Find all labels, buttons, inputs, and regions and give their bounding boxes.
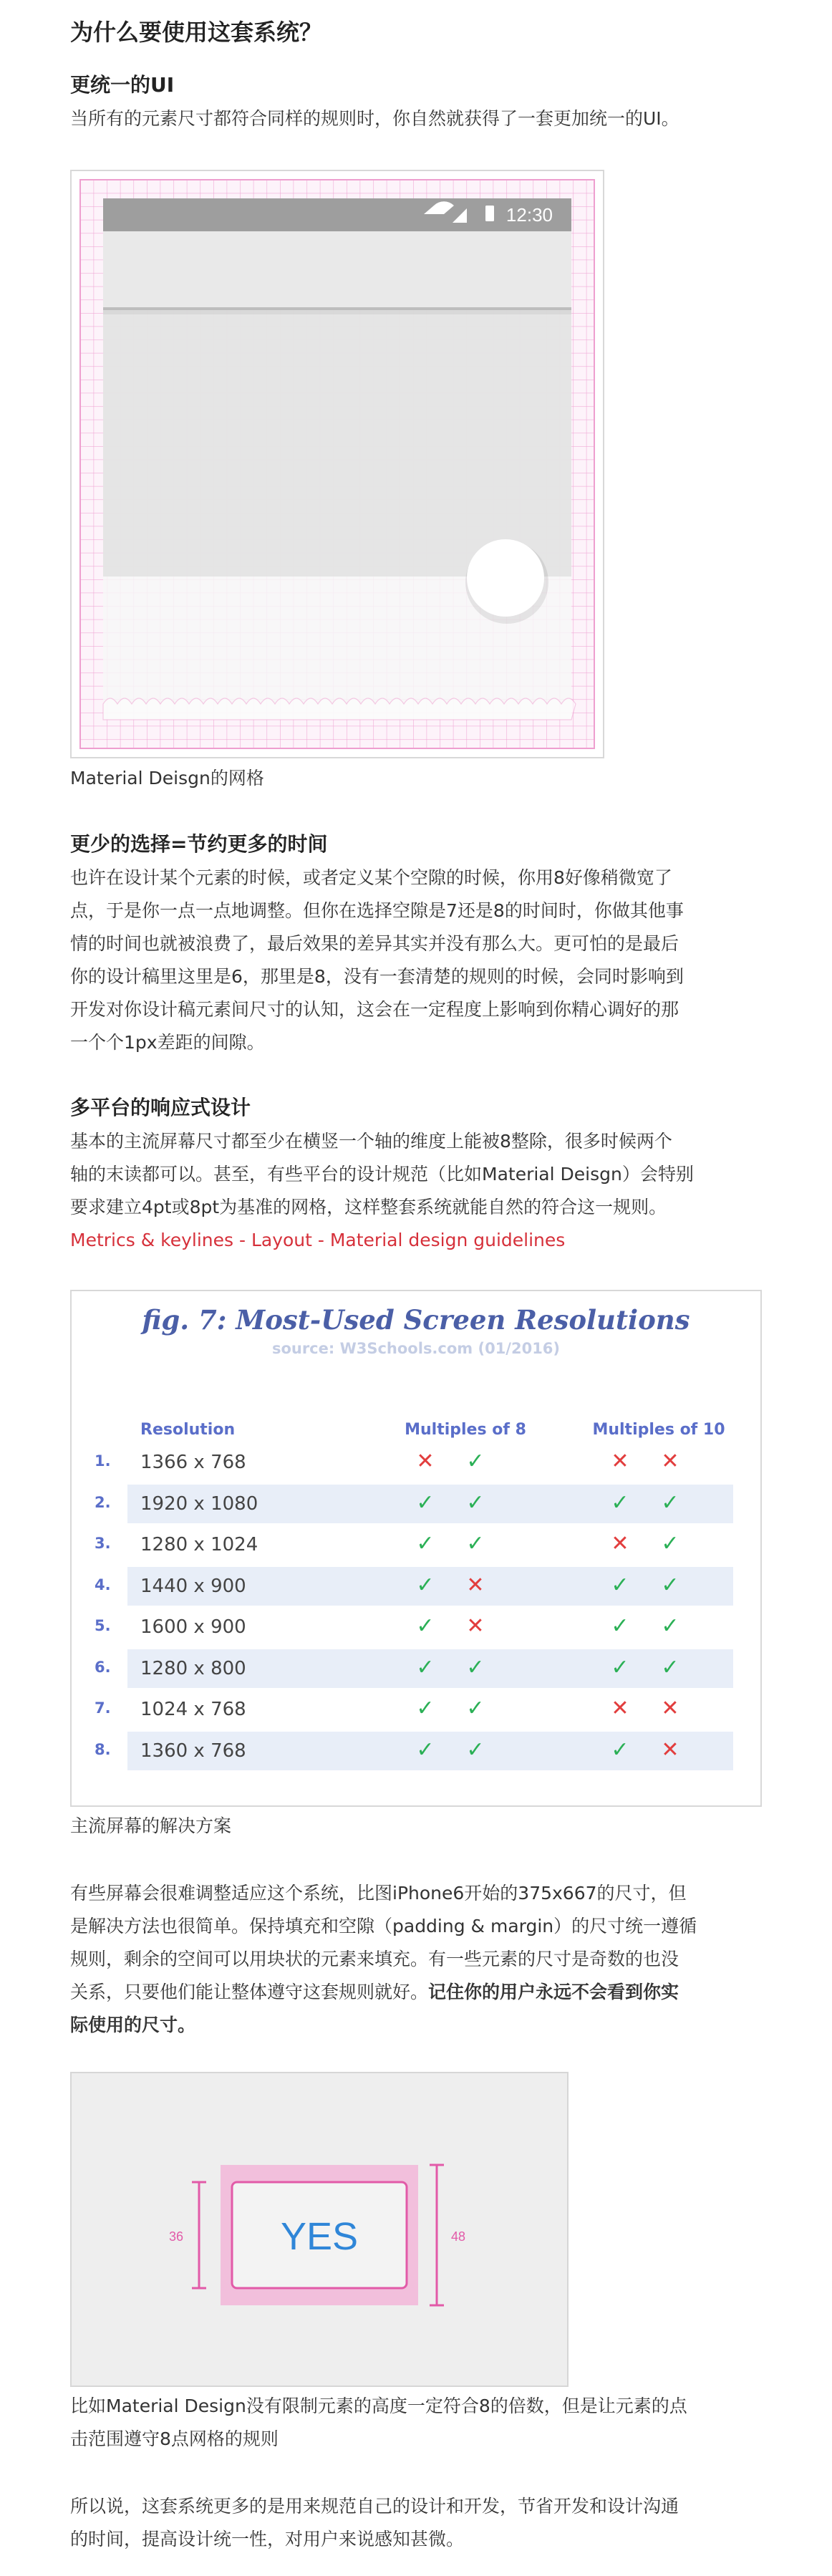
mult10-cross-icon: ✕ — [611, 1696, 629, 1721]
mult8-check-icon: ✓ — [466, 1696, 485, 1721]
caption-resolution-table: 主流屏幕的解决方案 — [70, 1815, 232, 1836]
line: 的时间，提高设计统一性，对用户来说感知甚微。 — [70, 2529, 465, 2550]
mult10-check-icon: ✓ — [661, 1613, 679, 1639]
line — [70, 1976, 758, 2009]
mult10-check-icon: ✓ — [661, 1531, 679, 1556]
line: 开发对你设计稿元素间尺寸的认知，这会在一定程度上影响到你精心调好的那 — [70, 999, 679, 1020]
mult8-check-icon: ✓ — [466, 1655, 485, 1680]
header-resolution: Resolution — [140, 1421, 236, 1439]
line: 击范围遵守8点网格的规则 — [70, 2428, 279, 2449]
material-grid-illustration — [72, 171, 603, 757]
row-resolution: 1024 x 768 — [140, 1699, 246, 1720]
touch-target-figure — [70, 2072, 569, 2387]
line: 所以说，这套系统更多的是用来规范自己的设计和开发，节省开发和设计沟通 — [70, 2496, 679, 2517]
mult8-check-icon: ✓ — [466, 1531, 485, 1556]
mult8-check-icon: ✓ — [466, 1490, 485, 1515]
resolution-table-figure — [70, 1290, 762, 1807]
line: 也许在设计某个元素的时候，或者定义某个空隙的时候，你用8好像稍微宽了 — [70, 867, 672, 888]
row-resolution: 1600 x 900 — [140, 1616, 246, 1638]
mult8-check-icon: ✓ — [416, 1490, 435, 1515]
line: 要求建立4pt或8pt为基准的网格，这样整套系统就能自然的符合这一规则。 — [70, 1197, 667, 1217]
table-row — [72, 1525, 760, 1564]
table-row — [72, 1567, 760, 1606]
table-row — [72, 1485, 760, 1523]
header-multiples-10: Multiples of 10 — [592, 1421, 725, 1439]
mult10-cross-icon: ✕ — [611, 1449, 629, 1474]
mult10-check-icon: ✓ — [661, 1490, 679, 1515]
mult8-cross-icon: ✕ — [416, 1449, 435, 1474]
mult8-cross-icon: ✕ — [466, 1573, 485, 1598]
heading-fewer-choices: 更少的选择=节约更多的时间 — [70, 832, 328, 856]
emphasis: 际使用的尺寸。 — [70, 2015, 196, 2035]
row-number: 6. — [95, 1659, 111, 1676]
line: 你的设计稿里这里是6，那里是8，没有一套清楚的规则的时候，会同时影响到 — [70, 966, 684, 987]
line: 有些屏幕会很难调整适应这个系统，比图iPhone6开始的375x667的尺寸，但 — [70, 1883, 687, 1904]
heading-unified-ui: 更统一的UI — [70, 73, 175, 97]
mult8-cross-icon: ✕ — [466, 1613, 485, 1639]
row-number: 7. — [95, 1699, 111, 1717]
heading-responsive: 多平台的响应式设计 — [70, 1096, 251, 1119]
line: 规则，剩余的空间可以用块状的元素来填充。有一些元素的尺寸是奇数的也没 — [70, 1949, 679, 1969]
mult10-check-icon: ✓ — [611, 1573, 629, 1598]
table-row — [72, 1649, 760, 1688]
line: 情的时间也就被浪费了，最后效果的差异其实并没有那么大。更可怕的是最后 — [70, 933, 679, 954]
mult10-cross-icon: ✕ — [611, 1531, 629, 1556]
inner-height-label: 36 — [168, 2229, 184, 2244]
table-row — [72, 1608, 760, 1646]
table-figure-source: source: W3Schools.com (01/2016) — [271, 1340, 561, 1357]
row-number: 2. — [95, 1494, 111, 1511]
paragraph-unified-ui: 当所有的元素尺寸都符合同样的规则时，你自然就获得了一套更加统一的UI。 — [70, 108, 679, 129]
paragraph-iphone — [70, 1877, 758, 2042]
line: 点，于是你一点一点地调整。但你在选择空隙是7还是8的时间时，你做其他事 — [70, 900, 684, 921]
yes-button-label: YES — [280, 2215, 359, 2258]
text: 关系，只要他们能让整体遵守这套规则就好。 — [70, 1982, 429, 2002]
line — [70, 2009, 758, 2042]
mult10-cross-icon: ✕ — [661, 1449, 679, 1474]
header-multiples-8: Multiples of 8 — [405, 1421, 526, 1439]
mult10-check-icon: ✓ — [661, 1573, 679, 1598]
line: 是解决方法也很简单。保持填充和空隙（padding & margin）的尺寸统一遵循 — [70, 1916, 697, 1936]
table-figure-title: fig. 7: Most-Used Screen Resolutions — [142, 1304, 690, 1336]
row-number: 5. — [95, 1617, 111, 1634]
mult8-check-icon: ✓ — [416, 1573, 435, 1598]
line: 比如Material Design没有限制元素的高度一定符合8的倍数，但是让元素的点 — [70, 2396, 687, 2416]
row-resolution: 1280 x 800 — [140, 1658, 246, 1679]
touch-target-illustration — [72, 2073, 567, 2386]
row-resolution: 1366 x 768 — [140, 1452, 246, 1473]
line: 基本的主流屏幕尺寸都至少在横竖一个轴的维度上能被8整除，很多时候两个 — [70, 1131, 672, 1152]
mult10-check-icon: ✓ — [611, 1655, 629, 1680]
material-grid-figure — [70, 170, 604, 758]
mult8-check-icon: ✓ — [416, 1655, 435, 1680]
caption-touch-target — [70, 2390, 758, 2456]
mult8-check-icon: ✓ — [416, 1696, 435, 1721]
section-title: 为什么要使用这套系统？ — [70, 19, 323, 46]
battery-icon — [485, 206, 494, 221]
table-row — [72, 1690, 760, 1729]
line: 一个个1px差距的间隙。 — [70, 1032, 265, 1053]
status-time: 12:30 — [506, 204, 553, 226]
material-guidelines-link[interactable]: Metrics & keylines - Layout - Material design guidelines — [70, 1230, 566, 1250]
mult10-check-icon: ✓ — [611, 1490, 629, 1515]
caption-material-grid: Material Deisgn的网格 — [70, 768, 264, 788]
paragraph-responsive — [70, 1125, 758, 1224]
mult10-check-icon: ✓ — [611, 1737, 629, 1762]
row-resolution: 1440 x 900 — [140, 1576, 246, 1597]
row-number: 1. — [95, 1452, 111, 1470]
row-number: 8. — [95, 1741, 111, 1758]
mult8-check-icon: ✓ — [416, 1531, 435, 1556]
mult10-check-icon: ✓ — [611, 1613, 629, 1639]
table-row — [72, 1443, 760, 1482]
line: 轴的末读都可以。甚至，有些平台的设计规范（比如Material Deisgn）会特别 — [70, 1164, 694, 1185]
mult10-cross-icon: ✕ — [661, 1696, 679, 1721]
row-resolution: 1360 x 768 — [140, 1740, 246, 1762]
row-resolution: 1280 x 1024 — [140, 1534, 258, 1555]
mult8-check-icon: ✓ — [416, 1613, 435, 1639]
mult10-check-icon: ✓ — [661, 1655, 679, 1680]
mult8-check-icon: ✓ — [416, 1737, 435, 1762]
paragraph-fewer-choices — [70, 862, 758, 1059]
outer-height-label: 48 — [450, 2229, 466, 2244]
mult10-cross-icon: ✕ — [661, 1737, 679, 1762]
table-row — [72, 1732, 760, 1770]
paragraph-conclusion — [70, 2490, 758, 2556]
row-number: 4. — [95, 1576, 111, 1593]
emphasis: 记住你的用户永远不会看到你实 — [428, 1982, 679, 2002]
row-resolution: 1920 x 1080 — [140, 1493, 258, 1515]
mult8-check-icon: ✓ — [466, 1737, 485, 1762]
row-number: 3. — [95, 1535, 111, 1552]
mult8-check-icon: ✓ — [466, 1449, 485, 1474]
